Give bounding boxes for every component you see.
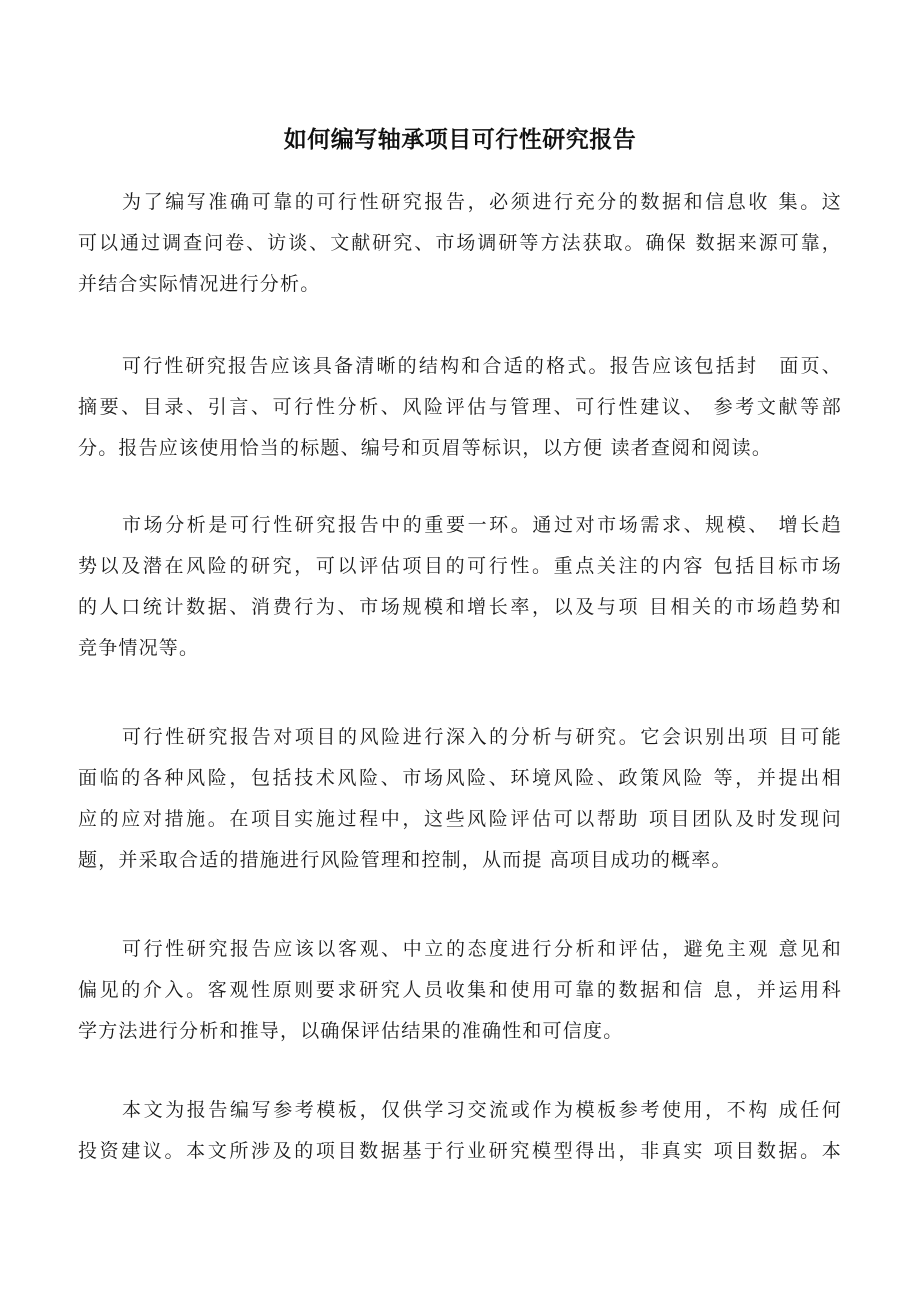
paragraph-line: 的人口统计数据、消费行为、市场规模和增长率，以及与项 目相关的市场趋势和 [78, 596, 842, 618]
paragraph-line: 分。报告应该使用恰当的标题、编号和页眉等标识，以方便 读者查阅和阅读。 [78, 437, 773, 459]
paragraph-line: 势以及潜在风险的研究，可以评估项目的可行性。重点关注的内容 包括目标市场 [78, 555, 842, 577]
document-title: 如何编写轴承项目可行性研究报告 [283, 127, 637, 153]
paragraph-objectivity [78, 929, 842, 1052]
paragraph-line: 本文为报告编写参考模板，仅供学习交流或作为模板参考使用，不构 成任何 [122, 1099, 842, 1121]
paragraph-line: 偏见的介入。客观性原则要求研究人员收集和使用可靠的数据和信 息，并运用科 [78, 979, 842, 1001]
paragraph-line: 摘要、目录、引言、可行性分析、风险评估与管理、可行性建议、 参考文献等部 [78, 396, 842, 418]
paragraph-line: 投资建议。本文所涉及的项目数据基于行业研究模型得出，非真实 项目数据。本 [78, 1140, 842, 1162]
paragraph-line: 可行性研究报告对项目的风险进行深入的分析与研究。它会识别出项 目可能 [122, 726, 842, 748]
paragraph-line: 题，并采取合适的措施进行风险管理和控制，从而提 高项目成功的概率。 [78, 849, 732, 871]
paragraph-line: 学方法进行分析和推导，以确保评估结果的准确性和可信度。 [78, 1020, 624, 1042]
paragraph-data-collection [78, 182, 842, 305]
paragraph-disclaimer [78, 1090, 842, 1172]
paragraph-line: 竞争情况等。 [78, 637, 200, 659]
paragraph-line: 面临的各种风险，包括技术风险、市场风险、环境风险、政策风险 等，并提出相 [78, 767, 842, 789]
paragraph-market-analysis [78, 505, 842, 669]
paragraph-structure-format [78, 346, 842, 469]
paragraph-line: 可行性研究报告应该以客观、中立的态度进行分析和评估，避免主观 意见和 [122, 938, 842, 960]
paragraph-line: 可行性研究报告应该具备清晰的结构和合适的格式。报告应该包括封 面页、 [122, 355, 842, 377]
paragraph-line: 并结合实际情况进行分析。 [78, 273, 321, 295]
paragraph-risk-analysis [78, 717, 842, 881]
paragraph-line: 可以通过调查问卷、访谈、文献研究、市场调研等方法获取。确保 数据来源可靠， [78, 232, 842, 254]
paragraph-line: 应的应对措施。在项目实施过程中，这些风险评估可以帮助 项目团队及时发现问 [78, 808, 842, 830]
paragraph-line: 市场分析是可行性研究报告中的重要一环。通过对市场需求、规模、 增长趋 [122, 514, 842, 536]
paragraph-line: 为了编写准确可靠的可行性研究报告，必须进行充分的数据和信息收 集。这 [122, 191, 842, 213]
